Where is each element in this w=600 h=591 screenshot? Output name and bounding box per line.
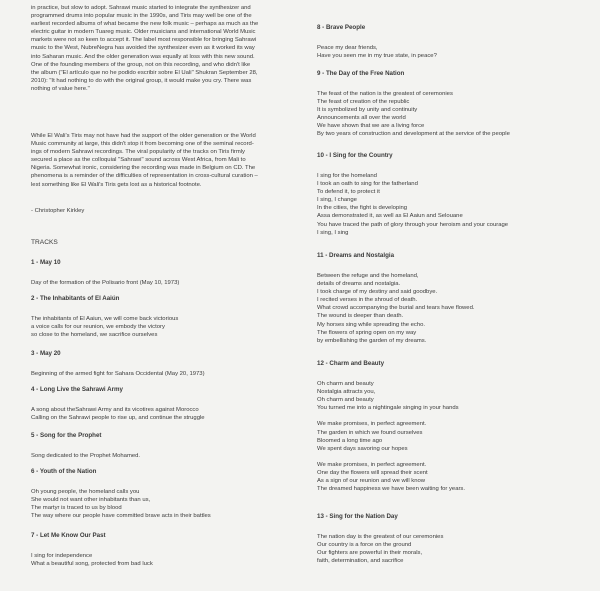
- lyric-line: A song about theSahrawi Army and its vicotires against Morocco: [31, 407, 199, 413]
- track-8: [317, 24, 437, 60]
- lyric-line: Oh charm and beauty: [317, 397, 374, 404]
- lyric-line: I sing, I sing: [317, 229, 349, 236]
- track-title: 9 - The Day of the Free Nation: [317, 70, 405, 77]
- track-title: 7 - Let Me Know Our Past: [31, 532, 106, 539]
- lyric-line: We make promises, in perfect agreement.: [317, 461, 427, 468]
- essay-line: lest something like El Wali's Tiris gets lost as a historical footnote.: [31, 181, 202, 188]
- lyric-line: Our fighters are powerful in their morals,: [317, 550, 423, 557]
- essay-line: phenomena is a reminder of the difficulties of representation in cross-cultural curation –: [31, 173, 258, 180]
- lyric-line: I took an oath to sing for the fatherland: [317, 181, 418, 188]
- stanza-break: [317, 453, 465, 461]
- lyric-line: We make promises, in perfect agreement.: [317, 421, 427, 428]
- lyric-line: Announcements all over the world: [317, 115, 406, 122]
- essay-line: nothing of value here.": [31, 85, 90, 92]
- essay-line: secured a place as the colloquial "Sahrawi" sound across West Africa, from Mali to: [31, 157, 246, 164]
- track-title: 13 - Sing for the Nation Day: [317, 513, 398, 520]
- lyric-line: The feast of the nation is the greatest of ceremonies: [317, 91, 453, 97]
- lyric-line: Nostalgia attracts you,: [317, 389, 376, 396]
- lyric-line: By two years of construction and development at the service of the people: [317, 131, 510, 138]
- lyric-line: faith, determination, and sacrifice: [317, 558, 404, 565]
- lyric-line: My horses sing while spreading the echo.: [317, 321, 426, 328]
- track-title: 12 - Charm and Beauty: [317, 360, 385, 367]
- lyric-line: To defend it, to protect it: [317, 189, 380, 196]
- essay-line: Music community at large, this didn't stop it from becoming one of the seminal record-: [31, 141, 254, 148]
- essay-line: Nigeria. Somewhat ironic, considering the recording was made in Belgium on CD. The: [31, 165, 256, 172]
- lyric-line: I took charge of my destiny and said goodbye.: [317, 289, 438, 296]
- lyric-line: a voice calls for our reunion, we embody the victory: [31, 324, 165, 331]
- essay-line: into Saharan music. And the older generation was equally at loss with this new sound.: [31, 53, 255, 60]
- track-5: [31, 432, 140, 460]
- lyric-line: The wound is deeper than death.: [317, 313, 404, 320]
- lyric-line: Beginning of the armed fight for Sahara Occidental (May 20, 1973): [31, 371, 205, 377]
- track-lyrics: [31, 315, 178, 339]
- track-10: [317, 152, 508, 237]
- track-title: 2 - The Inhabitants of El Aaiún: [31, 295, 120, 302]
- track-lyrics: [31, 279, 179, 287]
- track-lyrics: [31, 370, 205, 378]
- track-title: 4 - Long Live the Sahrawi Army: [31, 386, 123, 393]
- essay-line: While El Wali's Tiris may not have had the support of the older generation or the World: [31, 133, 256, 139]
- track-9: [317, 70, 510, 139]
- lyric-line: by embellishing the garden of my dreams.: [317, 337, 427, 344]
- lyric-line: We have shown that we are a living force: [317, 123, 425, 130]
- track-12: [317, 360, 465, 493]
- essay-line: the album ("El artículo que no he podido escribir sobre El Uali" Shukran September 28,: [31, 69, 258, 76]
- track-title: 11 - Dreams and Nostalgia: [317, 252, 395, 259]
- lyric-line: What crowd accompanying the burial and tears have flowed.: [317, 305, 475, 312]
- essay-line: programmed drums into popular music in the 1990s, and Tiris may well be one of the: [31, 13, 252, 20]
- track-title: 1 - May 10: [31, 259, 61, 266]
- lyric-line: I recited verses in the shroud of death.: [317, 297, 418, 304]
- track-4: [31, 386, 205, 422]
- lyric-line: The flowers of spring open on my way: [317, 329, 417, 336]
- lyric-line: Bloomed a long time ago: [317, 437, 383, 444]
- track-lyrics: [317, 533, 443, 565]
- lyric-line: Oh young people, the homeland calls you: [31, 489, 140, 495]
- lyric-line: It is symbolized by unity and continuity: [317, 107, 418, 114]
- lyric-line: The inhabitants of El Aaiun, we will come back victorious: [31, 316, 179, 322]
- essay-line: earliest recorded albums of what became the new folk music – perhaps as much as the: [31, 21, 259, 28]
- lyric-line: details of dreams and nostalgia.: [317, 281, 401, 288]
- lyric-line: As a sign of our reunion and we will know: [317, 478, 426, 485]
- essay-paragraph-1: [31, 4, 258, 93]
- track-lyrics: [31, 452, 140, 460]
- lyric-line: Day of the formation of the Polisario front (May 10, 1973): [31, 280, 180, 286]
- track-lyrics: [31, 488, 211, 520]
- tracks-heading: TRACKS: [31, 239, 58, 246]
- lyric-line: We spent days savoring our hopes: [317, 445, 408, 452]
- essay-line: ings of modern Sahrawi recordings. The viral popularity of the tracks on Tiris firmly: [31, 149, 246, 156]
- track-13: [317, 513, 443, 565]
- essay-line: 2010): "It had nothing to do with the original group, it would make you cry. There was: [31, 77, 252, 84]
- lyric-line: The way where our people have committed brave acts in their battles: [31, 513, 211, 520]
- track-title: 6 - Youth of the Nation: [31, 468, 97, 475]
- lyric-line: Oh charm and beauty: [317, 381, 374, 387]
- lyric-line: In the cities, the fight is developing: [317, 205, 408, 212]
- lyric-line: What a beautiful song, protected from bad luck: [31, 561, 153, 568]
- track-11: [317, 252, 475, 345]
- lyric-line: Have you seen me in my true state, in peace?: [317, 53, 437, 60]
- lyric-line: Calling on the Sahrawi people to rise up, and continue the struggle: [31, 415, 205, 422]
- track-title: 8 - Brave People: [317, 24, 366, 31]
- essay-line: electric guitar in modern Tuareg music. Older musicians and international World Music: [31, 29, 256, 36]
- track-lyrics: [317, 272, 475, 345]
- lyric-line: Peace my dear friends,: [317, 45, 378, 51]
- track-lyrics: [317, 380, 465, 493]
- lyric-line: Our country is a force on the ground: [317, 542, 412, 549]
- track-title: 3 - May 20: [31, 350, 61, 357]
- track-lyrics: [31, 552, 153, 568]
- track-title: 10 - I Sing for the Country: [317, 152, 393, 159]
- lyric-line: The dreamed happiness we have been waiting for years.: [317, 486, 466, 493]
- track-lyrics: [317, 44, 437, 60]
- track-title: 5 - Song for the Prophet: [31, 432, 102, 439]
- essay-author: - Christopher Kirkley: [31, 208, 85, 214]
- track-lyrics: [317, 90, 510, 139]
- essay-line: One of the founding members of the group, not on this recording, and who didn't like: [31, 61, 251, 68]
- track-lyrics: [317, 172, 508, 237]
- lyric-line: One day the flowers will spread their scent: [317, 470, 428, 477]
- essay-line: markets were not so keen to accept it. The label most responsible for bringing Sahrawi: [31, 37, 257, 44]
- lyric-line: The garden in which we found ourselves: [317, 429, 423, 436]
- track-6: [31, 468, 211, 520]
- track-7: [31, 532, 153, 568]
- essay-line: music to the West, NubreNegra has avoided the synthesizer even as it worked its way: [31, 45, 255, 52]
- lyric-line: Song dedicated to the Prophet Mohamed.: [31, 453, 141, 459]
- essay-paragraph-2: [31, 132, 258, 189]
- lyric-line: I sing for the homeland: [317, 173, 377, 179]
- track-3: [31, 350, 205, 378]
- track-1: [31, 259, 179, 287]
- track-2: [31, 295, 178, 339]
- track-lyrics: [31, 406, 205, 422]
- lyric-line: The martyr is traced to us by blood: [31, 505, 122, 512]
- lyric-line: I sing for independence: [31, 553, 93, 559]
- lyric-line: The nation day is the greatest of our ceremonies: [317, 534, 444, 540]
- lyric-line: Assa demonstrated it, as well as El Aaiun and Selouane: [317, 213, 463, 220]
- lyric-line: You have traced the path of glory through your heroism and your courage: [317, 221, 509, 228]
- lyric-line: so close to the homeland, we sacrifice ourselves: [31, 332, 158, 339]
- stanza-break: [317, 412, 465, 420]
- essay-line: in practice, but slow to adopt. Sahrawi music started to integrate the synthesizer and: [31, 5, 251, 11]
- lyric-line: The feast of creation of the republic: [317, 99, 410, 106]
- lyric-line: Between the refuge and the homeland,: [317, 273, 419, 279]
- lyric-line: I sing, I change: [317, 197, 357, 204]
- lyric-line: She would not want other inhabitants than us,: [31, 497, 151, 504]
- lyric-line: You turned me into a nightingale singing in your hands: [317, 405, 459, 412]
